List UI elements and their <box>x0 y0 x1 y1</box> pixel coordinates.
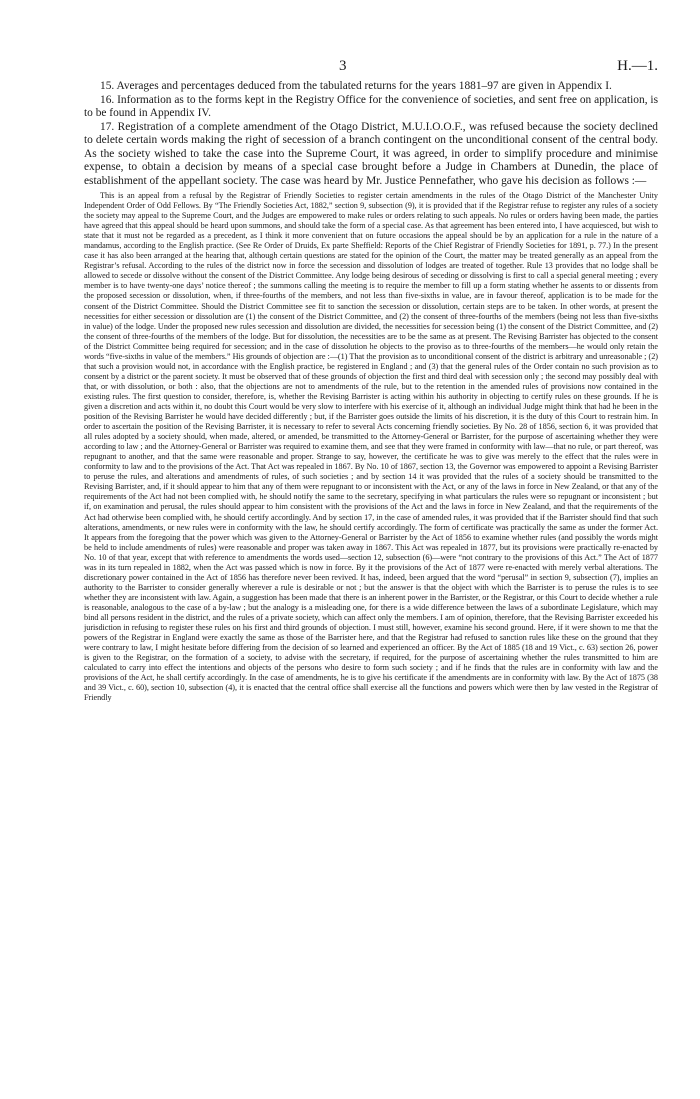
page-number: 3 <box>339 58 347 74</box>
page-header <box>84 58 658 80</box>
paragraph-17: 17. Registration of a complete amendment of the Otago District, M.U.I.O.O.F., was refused because the society declined to delete certain words making the right of secession of a branch contingent on the unconditional consent of the central body. As the society wished to take the case into the Supreme Court, it was agreed, in order to simplify procedure and minimise expense, to obtain a decision by means of a special case brought before a Judge in Chambers at Dunedin, the place of establishment of the appellant society. The case was heard by Mr. Justice Pennefather, who gave his decision as follows :— <box>84 120 658 187</box>
document-page <box>84 58 658 703</box>
paragraph-15: 15. Averages and percentages deduced from the tabulated returns for the years 1881–97 are given in Appendix I. <box>100 80 612 92</box>
document-id: H.—1. <box>617 58 658 74</box>
paragraph-16: 16. Information as to the forms kept in the Registry Office for the convenience of societies, and sent free on application, is to be found in Appendix IV. <box>84 93 658 119</box>
judgment-text: This is an appeal from a refusal by the Registrar of Friendly Societies to register certain amendments in the rules of the Otago District of the Manchester Unity Independent Order of Odd Fellows. By “The Friendly Societies Act, 1882,” section 9, subsection (9), it is provided that if the Registrar refuse to register any rules of a society the society may appeal to the Supreme Court, and the Judges are empowered to make rules or orders relating to such appeals. No rules or orders having been made, the parties have agreed that this appeal should be heard upon summons, and should take the form of a special case. As that agreement has been entered into, I have acquiesced, but wish to state that it must not be regarded as a precedent, as I think it more convenient that on future occasions the appeal should be by an application for a rule in the nature of a mandamus, according to the English practice. (See Re Order of Druids, Ex parte Sheffield: Reports of the Chief Registrar of Friendly Societies for 1891, p. 77.) In the present case it has also been arranged at the hearing that, although certain questions are stated for the opinion of the Court, the matter may be treated generally as an appeal from the Registrar’s refusal. According to the rules of the district now in force the secession and dissolution of lodges are treated of together. Rule 13 provides that no lodge shall be allowed to secede or dissolve without the consent of the District Committee. Any lodge being desirous of seceding or dissolving is first to call a special general meeting ; every member is to have twenty-one days’ notice thereof ; the summons calling the meeting is to require the member to fill up a form stating whether he assents to or dissents from the proposed secession or dissolution, when, if three-fourths of the members, and not less than five-sixths in value, are in favour thereof, application is to be made for the consent of the District Committee. Should the District Committee see fit to sanction the secession or dissolution, certain steps are to be taken. In other words, at present the necessities for either secession or dissolution are (1) the consent of the District Committee, and (2) the consent of three-fourths of the members (being not less than five-sixths in value) of the lodge. Under the proposed new rules secession and dissolution are divided, the necessities for secession being (1) the consent of the District Committee, and (2) the consent of three-fourths of the members of the lodge. But for dissolution, the necessities are to be the same as at present. The Revising Barrister has objected to the consent of the District Committee being required for secession; and in the case of dissolution he objects to the proviso as to three-fourths of the members—he would only retain the words “five-sixths in value of the members.” His grounds of objection are :—(1) That the provision as to unconditional consent of the district is arbitrary and unreasonable ; (2) that such a provision would not, in accordance with the English practice, be registered in England ; and (3) that the general rules of the Order contain no such provision as to consent by a district or the parent society. It must be observed that of these grounds of objection the first and third deal with secession only ; the second may possibly deal with that, or with dissolution, or both : also, that the objections are not to amendments of the rule, but to the retention in the amended rules of provisions now contained in the existing rules. The first question to consider, therefore, is, whether the Revising Barrister is acting within his authority in objecting to certify rules on these grounds. If he is given a discretion and acts within it, no doubt this Court would be very slow to interfere with his exercise of it, although an individual Judge might think that had he been in the position of the Revising Barrister he would have decided differently ; but, if the Barrister goes outside the limits of his discretion, it is the duty of this Court to restrain him. In order to ascertain the position of the Revising Barrister, it is necessary to refer to several Acts concerning friendly societies. By No. 28 of 1856, section 6, it was provided that all rules adopted by a society should, when made, altered, or amended, be transmitted to the Attorney-General or Barrister, for the purpose of ascertaining whether they were according to law ; and the Attorney-General or Barrister was required to examine them, and see that they were framed in conformity with law—that no rule, or part thereof, was repugnant to another, and that the same were reasonable and proper. Strange to say, however, the certificate he was to give was merely to the effect that the rules were in conformity to law and to the provisions of the Act. That Act was repealed in 1867. By No. 10 of 1867, section 13, the Governor was empowered to appoint a Revising Barrister to peruse the rules, and alterations and amendments of rules, of such societies ; and by section 14 it was provided that the rules of a society should be transmitted to the Revising Barrister, and, if it should appear to him that any of them were repugnant to or inconsistent with the Act, or any of the laws in force in New Zealand, or that any of the requirements of the Act had not been complied with, he should notify the same to the secretary, specifying in what particulars the rules were so repugnant or inconsistent ; but if, on examination and perusal, the rules should appear to him consistent with the provisions of the Act and the laws in force in New Zealand, and that the requirements of the Act had otherwise been complied with, he should certify accordingly. And by section 17, in the case of amended rules, it was provided that if the Barrister should find that such alterations, amendments, or new rules were in conformity with the law, he should certify accordingly. The form of certificate was practically the same as under the former Act. It appears from the foregoing that the power which was given to the Attorney-General or Barrister by the Act of 1856 to examine whether rules (and possibly the words might be held to include amendments of rules) were reasonable and proper was taken away in 1867. This Act was repealed in 1877, but its provisions were practically re-enacted by No. 10 of that year, except that with reference to amendments the words used—section 12, subsection (6)—were “not contrary to the provisions of this Act.” The Act of 1877 was in its turn repealed in 1882, when the Act was passed which is now in force. By it the provisions of the Act of 1877 were re-enacted with merely verbal alterations. The discretionary power contained in the Act of 1856 has therefore never been revived. It has, indeed, been argued that the word “perusal” in section 9, subsection (7), implies an authority to the Barrister to consider generally wherever a rule is desirable or not ; but the answer is that the object with which the Barrister is to peruse the rules is to see whether they are inconsistent with law. Again, a suggestion has been made that there is an inherent power in the Barrister, or the Registrar, or this Court to decide whether a rule is reasonable, analogous to the case of a by-law ; but the analogy is a misleading one, for there is a wide difference between the laws of a subordinate Legislature, which may bind all persons resident in the district, and the rules of a private society, which can affect only the members. I am of opinion, therefore, that the Revising Barrister exceeded his jurisdiction in refusing to register these rules on his first and third grounds of objection. I must still, however, examine his second ground. Here, if it were shown to me that the powers of the Registrar in England were exactly the same as those of the Barrister here, and that the Registrar had refused to sanction rules like these on the ground that they were contrary to law, I might hesitate before differing from the decision of so learned and experienced an officer. By the Act of 1885 (18 and 19 Vict., c. 63) section 26, power is given to the Registrar, on the formation of a society, to advise with the secretary, if required, for the purpose of ascertaining whether the rules transmitted to him are calculated to carry into effect the intentions and objects of the persons who desire to form such society ; and if he finds that the rules are in conformity with law and the provisions of the Act, he shall certify accordingly. In the case of amendments, he is to give his certificate if the amendments are in conformity with law. By the Act of 1875 (38 and 39 Vict., c. 60), section 10, subsection (4), it is enacted that the central office shall exercise all the functions and powers which were then by law vested in the Registrar of Friendly <box>84 191 658 703</box>
